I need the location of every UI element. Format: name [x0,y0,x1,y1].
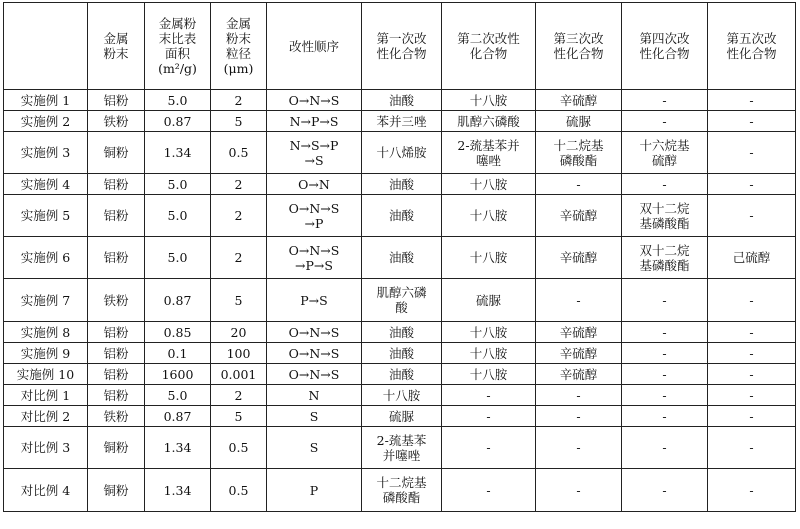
header-cell-modification-order: 改性顺序 [267,3,362,90]
cell-modification-order: O→N→S [267,322,362,343]
cell-modification-order: O→N→S [267,343,362,364]
cell-third-compound: - [536,279,622,322]
cell-first-compound: 肌醇六磷 酸 [362,279,442,322]
cell-third-compound: 十二烷基 磷酸酯 [536,132,622,174]
cell-metal-powder: 铜粉 [88,132,145,174]
cell-fourth-compound: - [622,343,708,364]
cell-row-label: 实施例 6 [4,237,88,279]
cell-fourth-compound: - [622,364,708,385]
cell-third-compound: - [536,469,622,512]
cell-surface-area: 0.1 [145,343,211,364]
cell-second-compound: - [442,427,536,469]
cell-row-label: 对比例 3 [4,427,88,469]
cell-fourth-compound: - [622,406,708,427]
cell-fourth-compound: - [622,111,708,132]
cell-fifth-compound: - [708,406,796,427]
cell-third-compound: 辛硫醇 [536,90,622,111]
cell-metal-powder: 铁粉 [88,111,145,132]
cell-metal-powder: 铁粉 [88,279,145,322]
cell-row-label: 实施例 4 [4,174,88,195]
cell-first-compound: 油酸 [362,195,442,237]
cell-surface-area: 0.87 [145,279,211,322]
cell-second-compound: 十八胺 [442,343,536,364]
cell-modification-order: O→N [267,174,362,195]
cell-modification-order: N [267,385,362,406]
cell-metal-powder: 铝粉 [88,343,145,364]
cell-fifth-compound: - [708,279,796,322]
cell-modification-order: O→N→S →P→S [267,237,362,279]
cell-surface-area: 5.0 [145,90,211,111]
header-cell-metal-powder: 金属 粉末 [88,3,145,90]
header-cell-fourth-compound: 第四次改 性化合物 [622,3,708,90]
table-row [4,237,796,279]
cell-surface-area: 0.85 [145,322,211,343]
cell-third-compound: 硫脲 [536,111,622,132]
cell-third-compound: 辛硫醇 [536,195,622,237]
table-row [4,195,796,237]
cell-fifth-compound: - [708,174,796,195]
table-row [4,469,796,512]
cell-second-compound: 十八胺 [442,364,536,385]
cell-fourth-compound: - [622,322,708,343]
cell-fourth-compound: 双十二烷 基磷酸酯 [622,237,708,279]
cell-particle-size: 2 [211,385,267,406]
cell-modification-order: S [267,427,362,469]
table-row [4,406,796,427]
cell-first-compound: 油酸 [362,364,442,385]
cell-particle-size: 2 [211,174,267,195]
cell-second-compound: 十八胺 [442,90,536,111]
cell-row-label: 对比例 4 [4,469,88,512]
cell-first-compound: 十八胺 [362,385,442,406]
cell-second-compound: - [442,469,536,512]
cell-fifth-compound: - [708,343,796,364]
cell-particle-size: 100 [211,343,267,364]
cell-modification-order: O→N→S [267,364,362,385]
header-cell-surface-area: 金属粉 末比表 面积 (m²/g) [145,3,211,90]
cell-metal-powder: 铝粉 [88,322,145,343]
cell-surface-area: 0.87 [145,111,211,132]
table-row [4,385,796,406]
header-cell-particle-size: 金属 粉末 粒径 (μm) [211,3,267,90]
cell-fourth-compound: 双十二烷 基磷酸酯 [622,195,708,237]
cell-fourth-compound: - [622,385,708,406]
cell-metal-powder: 铝粉 [88,364,145,385]
cell-fifth-compound: - [708,385,796,406]
cell-modification-order: S [267,406,362,427]
cell-fifth-compound: - [708,195,796,237]
cell-second-compound: - [442,385,536,406]
cell-third-compound: - [536,174,622,195]
cell-fifth-compound: - [708,322,796,343]
cell-surface-area: 1.34 [145,132,211,174]
cell-third-compound: - [536,406,622,427]
cell-first-compound: 十二烷基 磷酸酯 [362,469,442,512]
cell-modification-order: N→S→P →S [267,132,362,174]
cell-first-compound: 油酸 [362,90,442,111]
cell-row-label: 实施例 7 [4,279,88,322]
cell-particle-size: 0.5 [211,427,267,469]
header-cell-fifth-compound: 第五次改 性化合物 [708,3,796,90]
cell-modification-order: O→N→S [267,90,362,111]
cell-fifth-compound: - [708,427,796,469]
cell-particle-size: 2 [211,90,267,111]
cell-row-label: 实施例 1 [4,90,88,111]
cell-surface-area: 0.87 [145,406,211,427]
cell-modification-order: N→P→S [267,111,362,132]
cell-surface-area: 5.0 [145,195,211,237]
cell-fifth-compound: - [708,90,796,111]
cell-third-compound: - [536,427,622,469]
header-cell-first-compound: 第一次改 性化合物 [362,3,442,90]
cell-row-label: 实施例 8 [4,322,88,343]
cell-particle-size: 0.5 [211,469,267,512]
cell-particle-size: 5 [211,111,267,132]
cell-modification-order: O→N→S →P [267,195,362,237]
cell-surface-area: 5.0 [145,174,211,195]
cell-metal-powder: 铁粉 [88,406,145,427]
cell-surface-area: 1.34 [145,469,211,512]
cell-modification-order: P→S [267,279,362,322]
table-row [4,322,796,343]
cell-row-label: 实施例 2 [4,111,88,132]
cell-metal-powder: 铝粉 [88,174,145,195]
cell-surface-area: 1600 [145,364,211,385]
cell-first-compound: 油酸 [362,174,442,195]
cell-first-compound: 油酸 [362,237,442,279]
cell-row-label: 实施例 5 [4,195,88,237]
cell-modification-order: P [267,469,362,512]
table-row [4,364,796,385]
cell-third-compound: 辛硫醇 [536,237,622,279]
cell-particle-size: 5 [211,279,267,322]
cell-particle-size: 2 [211,237,267,279]
header-cell-third-compound: 第三次改 性化合物 [536,3,622,90]
cell-fourth-compound: - [622,174,708,195]
cell-row-label: 对比例 1 [4,385,88,406]
cell-second-compound: 硫脲 [442,279,536,322]
cell-particle-size: 2 [211,195,267,237]
cell-particle-size: 5 [211,406,267,427]
cell-metal-powder: 铜粉 [88,427,145,469]
header-cell-label [4,3,88,90]
cell-metal-powder: 铝粉 [88,90,145,111]
table-row [4,343,796,364]
cell-fourth-compound: - [622,427,708,469]
cell-fifth-compound: 己硫醇 [708,237,796,279]
cell-third-compound: 辛硫醇 [536,322,622,343]
cell-row-label: 实施例 9 [4,343,88,364]
cell-fifth-compound: - [708,111,796,132]
cell-metal-powder: 铝粉 [88,195,145,237]
table-row [4,279,796,322]
cell-fifth-compound: - [708,364,796,385]
cell-second-compound: 十八胺 [442,174,536,195]
cell-fourth-compound: 十六烷基 硫醇 [622,132,708,174]
cell-row-label: 实施例 3 [4,132,88,174]
cell-fifth-compound: - [708,132,796,174]
header-row [4,3,796,90]
cell-second-compound: 2-巯基苯并 噻唑 [442,132,536,174]
cell-first-compound: 油酸 [362,343,442,364]
table-row [4,111,796,132]
modification-table [3,2,796,512]
cell-first-compound: 苯并三唑 [362,111,442,132]
cell-metal-powder: 铜粉 [88,469,145,512]
cell-fifth-compound: - [708,469,796,512]
cell-fourth-compound: - [622,279,708,322]
cell-surface-area: 5.0 [145,385,211,406]
cell-first-compound: 2-巯基苯 并噻唑 [362,427,442,469]
cell-second-compound: 十八胺 [442,322,536,343]
header-cell-second-compound: 第二次改性 化合物 [442,3,536,90]
cell-surface-area: 1.34 [145,427,211,469]
cell-second-compound: 十八胺 [442,237,536,279]
table-row [4,174,796,195]
cell-second-compound: 十八胺 [442,195,536,237]
cell-row-label: 对比例 2 [4,406,88,427]
cell-fourth-compound: - [622,90,708,111]
cell-third-compound: 辛硫醇 [536,364,622,385]
cell-first-compound: 油酸 [362,322,442,343]
cell-metal-powder: 铝粉 [88,385,145,406]
cell-particle-size: 0.5 [211,132,267,174]
table-row [4,427,796,469]
cell-metal-powder: 铝粉 [88,237,145,279]
cell-third-compound: - [536,385,622,406]
cell-row-label: 实施例 10 [4,364,88,385]
cell-first-compound: 十八烯胺 [362,132,442,174]
cell-third-compound: 辛硫醇 [536,343,622,364]
table-row [4,132,796,174]
cell-particle-size: 20 [211,322,267,343]
cell-first-compound: 硫脲 [362,406,442,427]
cell-particle-size: 0.001 [211,364,267,385]
cell-second-compound: - [442,406,536,427]
cell-surface-area: 5.0 [145,237,211,279]
cell-fourth-compound: - [622,469,708,512]
table-row [4,90,796,111]
cell-second-compound: 肌醇六磷酸 [442,111,536,132]
